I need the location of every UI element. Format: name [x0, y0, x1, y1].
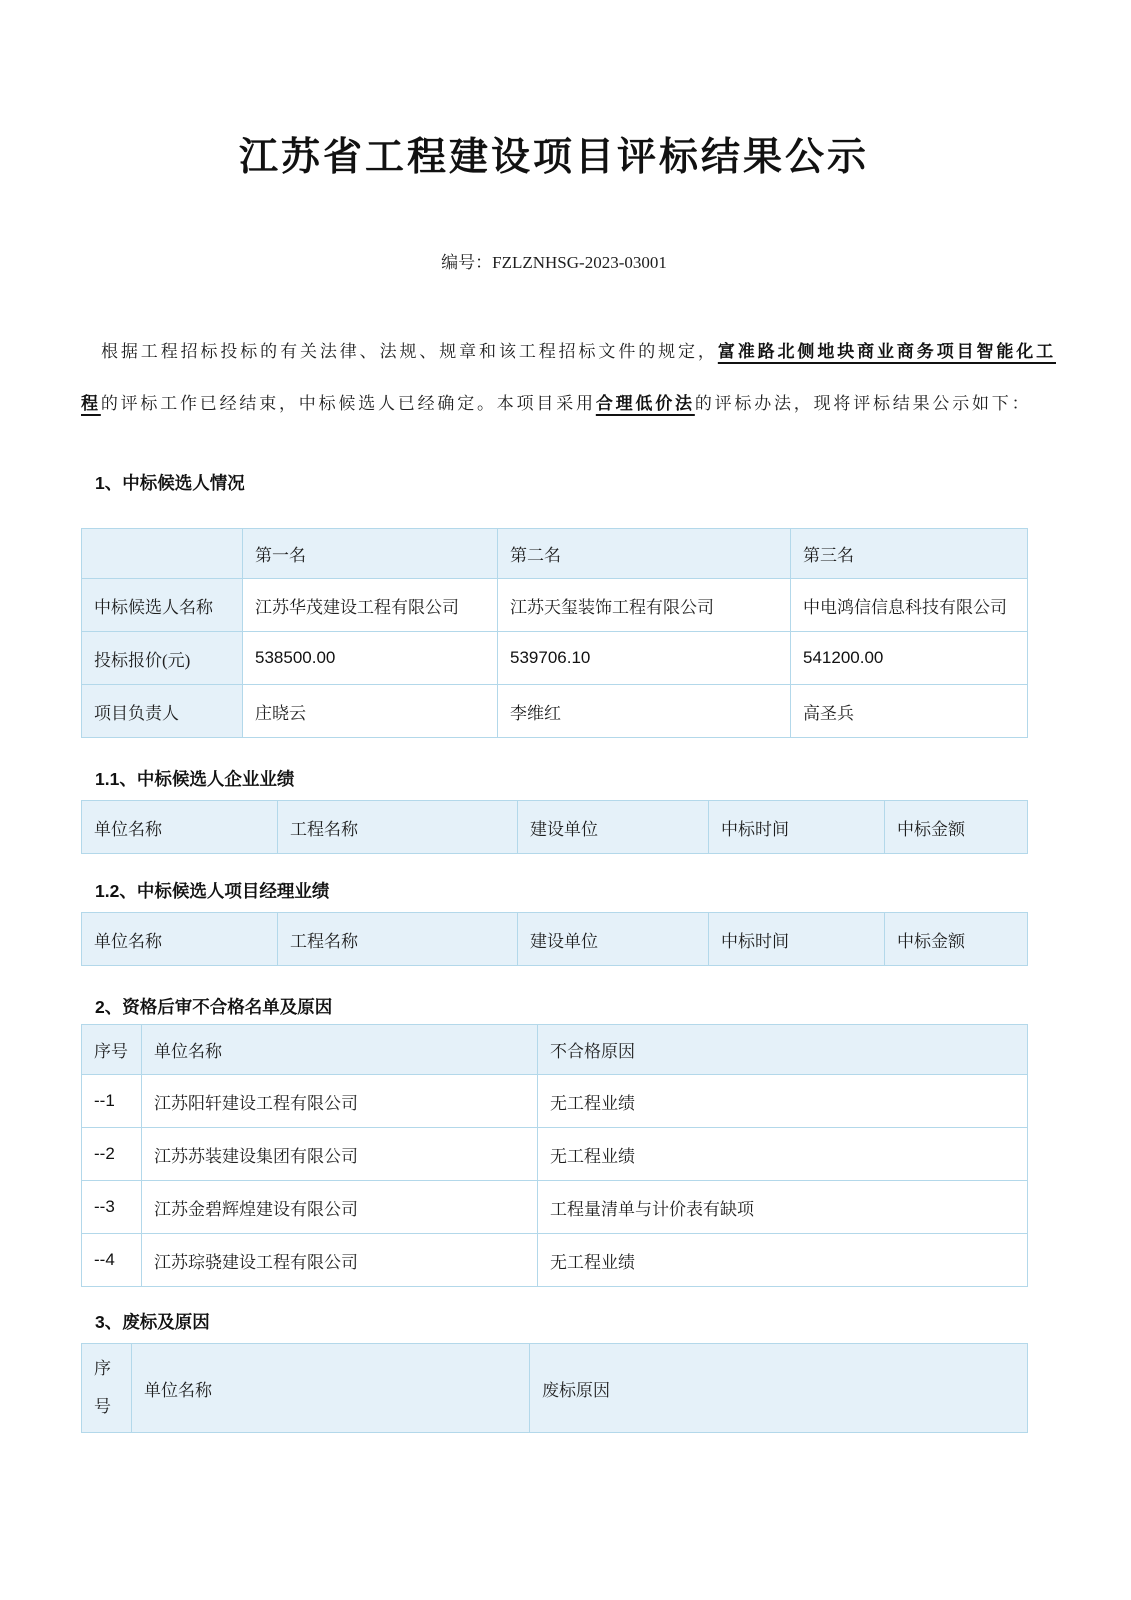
reason-cell: 工程量清单与计价表有缺项 — [538, 1181, 1028, 1234]
header-cell-rank-3: 第三名 — [791, 529, 1028, 579]
header-cell-construction-unit: 建设单位 — [518, 801, 709, 854]
company-cell: 江苏苏装建设集团有限公司 — [142, 1128, 538, 1181]
evaluation-method-underlined: 合理低价法 — [595, 394, 695, 413]
data-cell-price: 538500.00 — [243, 632, 498, 685]
header-cell-award-time: 中标时间 — [709, 801, 885, 854]
header-cell-rank-1: 第一名 — [243, 529, 498, 579]
section-3-heading: 3、废标及原因 — [95, 1312, 210, 1332]
invalid-bids-header-row — [82, 1344, 1028, 1433]
doc-number-value: FZLZNHSG-2023-03001 — [492, 253, 667, 272]
page-title: 江苏省工程建设项目评标结果公示 — [238, 136, 869, 179]
data-cell: 李维红 — [498, 685, 791, 738]
table-row-disqualified-3 — [82, 1181, 1028, 1234]
candidates-table — [81, 528, 1028, 738]
doc-number-line — [81, 250, 1027, 276]
row-label-cell: 中标候选人名称 — [82, 579, 243, 632]
table-row-bid-prices — [82, 632, 1028, 685]
table-row-disqualified-4 — [82, 1234, 1028, 1287]
doc-number-label: 编号： — [441, 253, 493, 272]
manager-performance-header-row — [82, 913, 1028, 966]
manager-performance-table — [81, 912, 1028, 966]
header-cell-project-name: 工程名称 — [278, 913, 518, 966]
header-cell-reason: 废标原因 — [530, 1344, 1028, 1433]
data-cell-price: 539706.10 — [498, 632, 791, 685]
table-row-disqualified-2 — [82, 1128, 1028, 1181]
intro-text-3: 的评标办法，现将评标结果公示如下： — [694, 394, 1032, 413]
serial-cell: --2 — [82, 1128, 142, 1181]
header-cell-construction-unit: 建设单位 — [518, 913, 709, 966]
header-cell-project-name: 工程名称 — [278, 801, 518, 854]
header-cell-rank-2: 第二名 — [498, 529, 791, 579]
header-cell-serial: 序号 — [82, 1025, 142, 1075]
disqualified-header-row — [82, 1025, 1028, 1075]
data-cell-price: 541200.00 — [791, 632, 1028, 685]
table-row-disqualified-1 — [82, 1075, 1028, 1128]
header-cell-award-time: 中标时间 — [709, 913, 885, 966]
header-cell-award-amount: 中标金额 — [885, 913, 1028, 966]
header-cell-serial: 序号 — [82, 1344, 132, 1433]
reason-cell: 无工程业绩 — [538, 1075, 1028, 1128]
section-2-heading: 2、资格后审不合格名单及原因 — [95, 997, 333, 1017]
company-performance-table — [81, 800, 1028, 854]
header-cell-award-amount: 中标金额 — [885, 801, 1028, 854]
serial-cell: --1 — [82, 1075, 142, 1128]
row-label-cell: 投标报价(元) — [82, 632, 243, 685]
header-cell-unit-name: 单位名称 — [82, 913, 278, 966]
table-row-project-managers — [82, 685, 1028, 738]
invalid-bids-table — [81, 1343, 1028, 1433]
data-cell: 高圣兵 — [791, 685, 1028, 738]
project-name-underlined: 富准路北侧地块商业商务项目智能化工程 — [81, 342, 1056, 413]
table-row-candidate-names — [82, 579, 1028, 632]
section-1-1-heading: 1.1、中标候选人企业业绩 — [95, 769, 295, 789]
intro-text-1: 根据工程招标投标的有关法律、法规、规章和该工程招标文件的规定， — [101, 342, 718, 361]
company-cell: 江苏金碧辉煌建设有限公司 — [142, 1181, 538, 1234]
header-cell-reason: 不合格原因 — [538, 1025, 1028, 1075]
disqualified-table — [81, 1024, 1028, 1287]
header-cell-empty — [82, 529, 243, 579]
intro-text-2: 的评标工作已经结束，中标候选人已经确定。本项目采用 — [100, 394, 596, 413]
row-label-cell: 项目负责人 — [82, 685, 243, 738]
reason-cell: 无工程业绩 — [538, 1128, 1028, 1181]
data-cell: 庄晓云 — [243, 685, 498, 738]
company-cell: 江苏琮骁建设工程有限公司 — [142, 1234, 538, 1287]
reason-cell: 无工程业绩 — [538, 1234, 1028, 1287]
serial-cell: --3 — [82, 1181, 142, 1234]
intro-paragraph — [81, 326, 1056, 430]
section-1-2-heading: 1.2、中标候选人项目经理业绩 — [95, 881, 330, 901]
serial-cell: --4 — [82, 1234, 142, 1287]
data-cell: 江苏天玺装饰工程有限公司 — [498, 579, 791, 632]
candidates-header-row — [82, 529, 1028, 579]
header-cell-unit-name: 单位名称 — [142, 1025, 538, 1075]
header-cell-unit-name: 单位名称 — [132, 1344, 530, 1433]
data-cell: 中电鸿信信息科技有限公司 — [791, 579, 1028, 632]
company-performance-header-row — [82, 801, 1028, 854]
section-1-heading: 1、中标候选人情况 — [95, 473, 245, 493]
data-cell: 江苏华茂建设工程有限公司 — [243, 579, 498, 632]
company-cell: 江苏阳轩建设工程有限公司 — [142, 1075, 538, 1128]
header-cell-unit-name: 单位名称 — [82, 801, 278, 854]
